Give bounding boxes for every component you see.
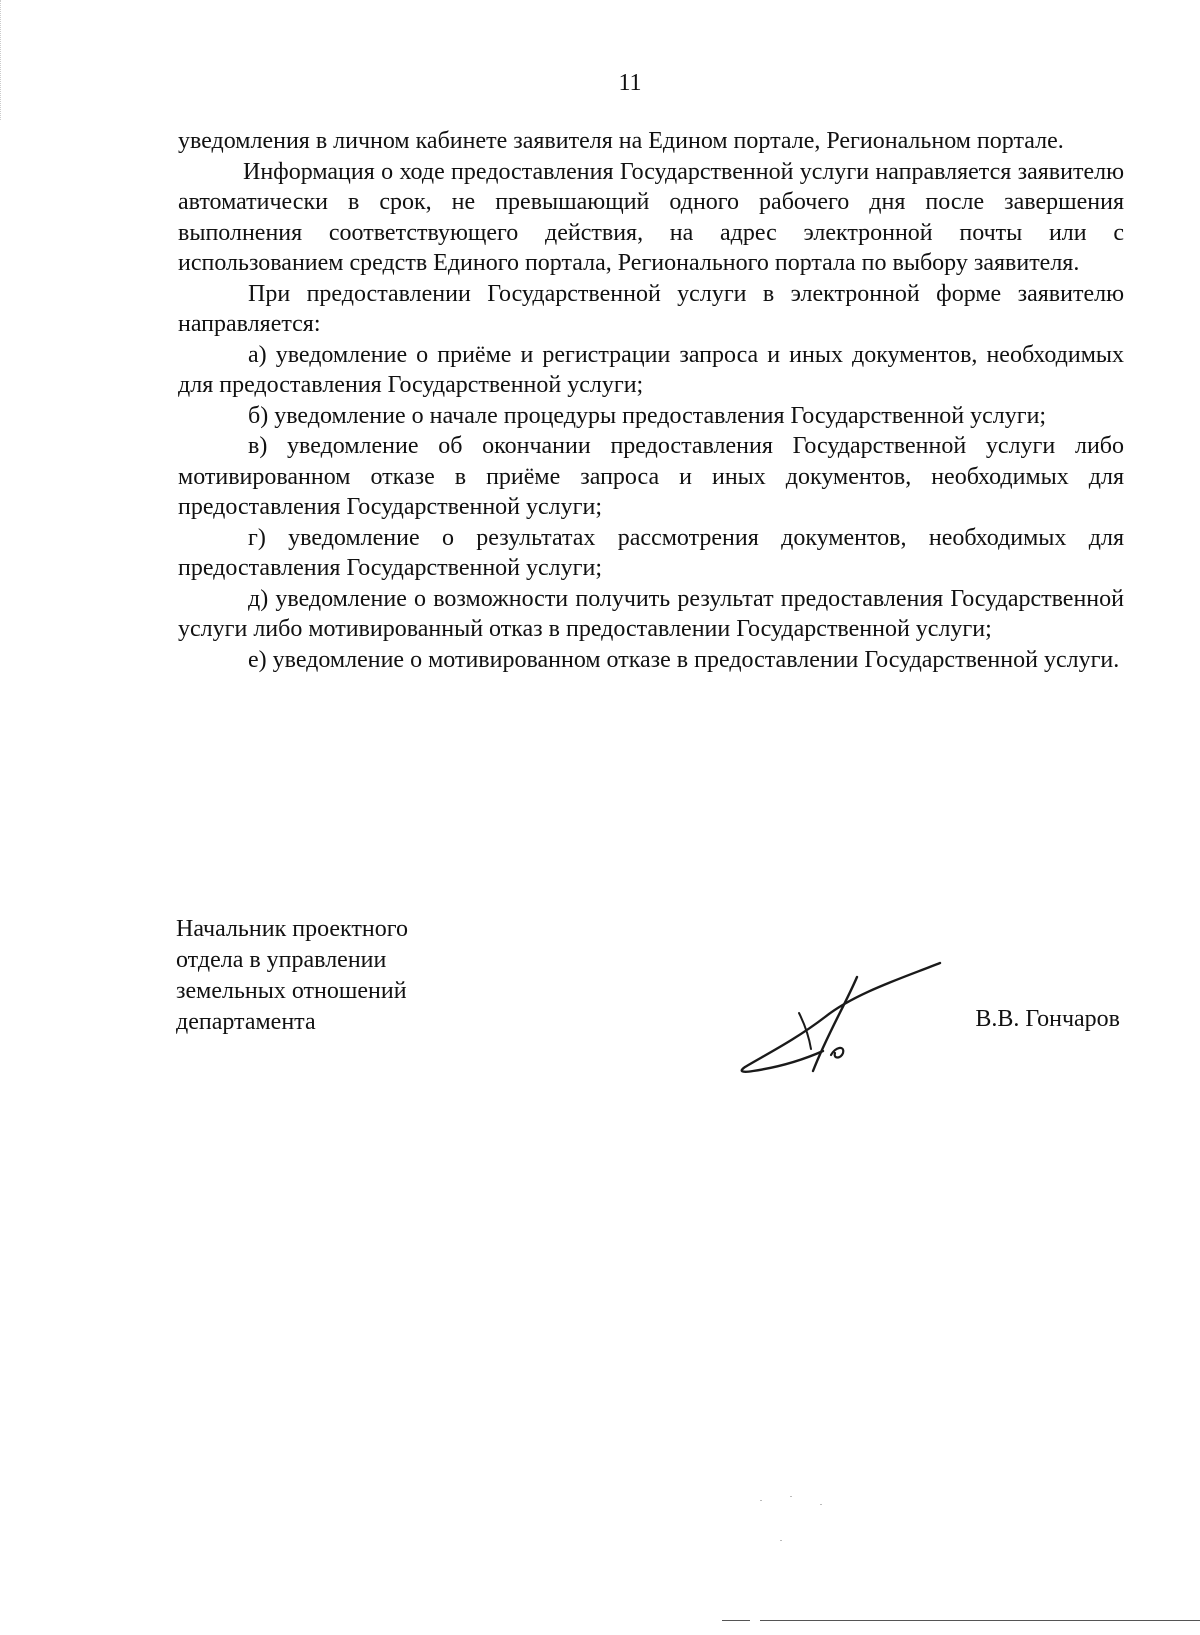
list-item-d: д) уведомление о возможности получить результат предоставления Государственной услуги либо мотивированный отказ в предоставлении Государственной услуги; bbox=[178, 585, 1124, 642]
list-item-v: в) уведомление об окончании предоставления Государственной услуги либо мотивированном отказе в приёме запроса и иных документов, необходимых для предоставления Государственной услуги; bbox=[178, 433, 1124, 520]
signer-position-line: Начальник проектного bbox=[176, 916, 408, 942]
paragraph-continuation: уведомления в личном кабинете заявителя на Едином портале, Региональном портале. bbox=[178, 128, 1064, 154]
scan-speck bbox=[780, 1540, 782, 1541]
footer-rule bbox=[760, 1620, 1200, 1621]
scan-speck bbox=[820, 1504, 822, 1505]
signer-name: В.В. Гончаров bbox=[975, 1006, 1120, 1032]
signer-position-line: департамента bbox=[176, 1009, 316, 1035]
list-item-g: г) уведомление о результатах рассмотрения документов, необходимых для предоставления Государственной услуги; bbox=[178, 524, 1124, 581]
list-item-b: б) уведомление о начале процедуры предоставления Государственной услуги; bbox=[248, 402, 1047, 429]
footer-rule bbox=[722, 1620, 750, 1621]
signer-position bbox=[176, 914, 496, 1038]
paragraph-info: Информация о ходе предоставления Государственной услуги направляется заявителю автоматически в срок, не превышающий одного рабочего дня после завершения выполнения соответствующего действия, на адрес электронной почты или с использованием средств Единого портала, Регионального портала по выбору заявителя. bbox=[178, 158, 1124, 276]
page-number: 11 bbox=[618, 70, 642, 96]
document-body bbox=[178, 126, 1124, 675]
handwritten-signature-icon bbox=[735, 955, 945, 1075]
list-item-e: е) уведомление о мотивированном отказе в предоставлении Государственной услуги. bbox=[248, 646, 1120, 673]
signer-position-line: земельных отношений bbox=[176, 978, 407, 1004]
scan-speck bbox=[760, 1500, 762, 1501]
scan-speck bbox=[790, 1496, 792, 1497]
signer-position-line: отдела в управлении bbox=[176, 947, 387, 973]
scan-edge-artifact bbox=[0, 0, 4, 120]
list-item-a: а) уведомление о приёме и регистрации запроса и иных документов, необходимых для предоставления Государственной услуги; bbox=[178, 341, 1124, 398]
paragraph-intro: При предоставлении Государственной услуги в электронной форме заявителю направляется: bbox=[178, 280, 1124, 337]
